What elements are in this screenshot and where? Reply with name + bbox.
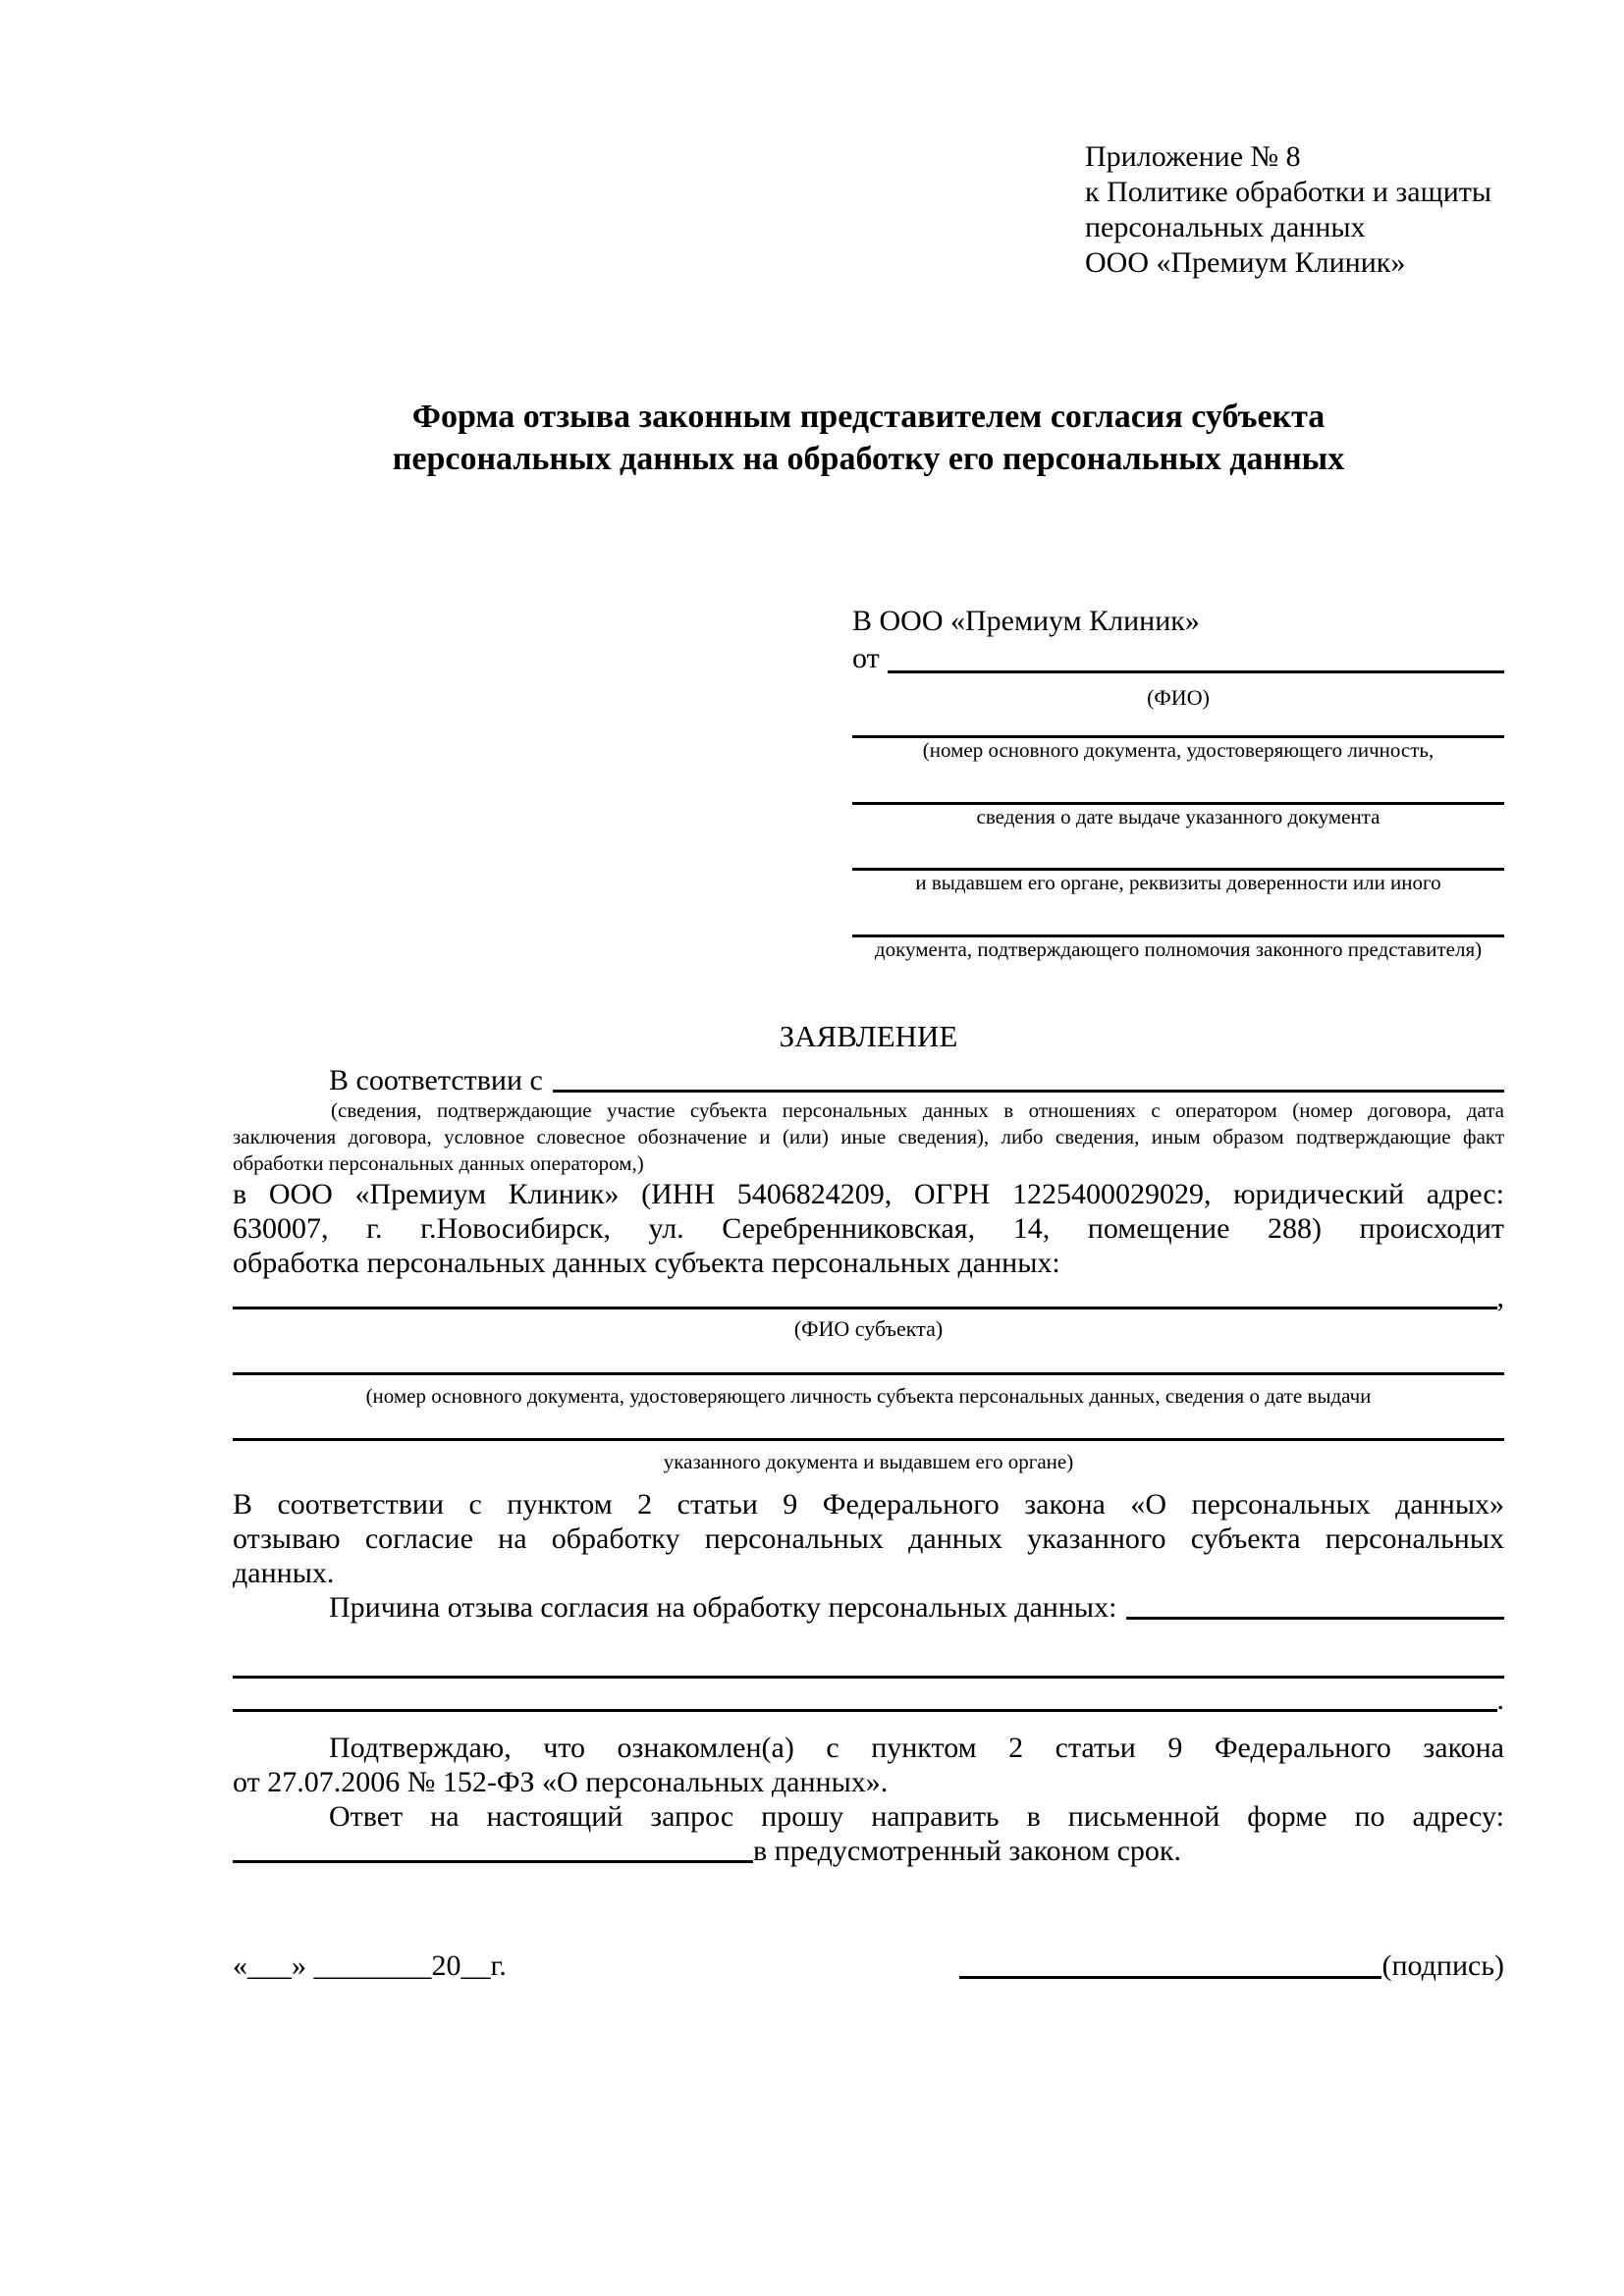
- authority-document-caption: документа, подтверждающего полномочия законного представителя): [874, 937, 1483, 961]
- from-label: от: [852, 642, 880, 674]
- signature-group: [959, 1949, 1504, 1984]
- intro-caption-line: обработки персональных данных оператором,): [233, 1151, 644, 1175]
- operator-paragraph-line: в ООО «Премиум Клиник» (ИНН 5406824209, ОГРН 1225400029029, юридический адрес:: [233, 1178, 1504, 1210]
- addressee-block: [852, 603, 1504, 962]
- document-number-caption: (номер основного документа, удостоверяющего личность,: [922, 738, 1435, 762]
- withdraw-paragraph-line: В соответствии с пунктом 2 статьи 9 Федерального закона «О персональных данных»: [233, 1488, 1504, 1521]
- reason-extra-blank-line-1: [233, 1634, 1504, 1679]
- fio-subject-blank-line: [233, 1280, 1497, 1309]
- confirm-paragraph-line: Подтверждаю, что ознакомлен(а) с пунктом 2 статьи 9 Федерального закона: [329, 1732, 1504, 1764]
- subject-document-blank-line-2: [233, 1409, 1504, 1441]
- date-line: «___» ________20__г.: [233, 1949, 507, 1982]
- intro-caption: [233, 1097, 1504, 1177]
- appendix-line: ООО «Премиум Клиник»: [1085, 246, 1406, 279]
- in-accordance-blank-line: [553, 1063, 1504, 1093]
- issuing-authority-caption: и выдавшем его органе, реквизиты доверенности или иного: [915, 871, 1441, 894]
- date-signature-row: [233, 1949, 1504, 1984]
- fio-subject-row: [233, 1280, 1504, 1314]
- in-accordance-label: В соответствии с: [329, 1064, 543, 1096]
- signature-caption: (подпись): [1381, 1949, 1504, 1982]
- operator-paragraph: [233, 1177, 1504, 1280]
- reason-extra-row-2: [233, 1682, 1504, 1717]
- fio-caption: (ФИО): [1147, 685, 1210, 710]
- reason-blank-line: [1126, 1590, 1504, 1620]
- reply-address-row: [233, 1834, 1504, 1868]
- statement-body: [233, 1060, 1504, 1868]
- reason-row: [233, 1590, 1504, 1625]
- reply-line-suffix: в предусмотренный законом срок.: [753, 1835, 1181, 1867]
- issuing-authority-blank-line: [852, 829, 1504, 871]
- intro-caption-line: заключения договора, условное словесное обозначение и (или) иные сведения), либо сведения, иным образом подтверждающие факт: [233, 1125, 1504, 1148]
- subject-document-caption: (номер основного документа, удостоверяющего личность субъекта персональных данных, сведения о дате выдачи: [365, 1384, 1372, 1408]
- issue-date-blank-line: [852, 763, 1504, 805]
- period-mark: .: [1496, 1683, 1504, 1716]
- comma-mark: ,: [1496, 1281, 1504, 1313]
- from-row: [852, 640, 1504, 677]
- authority-document-blank-line: [852, 895, 1504, 937]
- reply-line: Ответ на настоящий запрос прошу направить в письменной форме по адресу:: [329, 1800, 1504, 1833]
- document-title-line: персональных данных на обработку его персональных данных: [392, 441, 1345, 477]
- withdraw-paragraph: [233, 1487, 1504, 1590]
- document-title-line: Форма отзыва законным представителем согласия субъекта: [411, 399, 1326, 435]
- in-accordance-row: [233, 1063, 1504, 1097]
- fio-subject-caption: (ФИО субъекта): [793, 1316, 944, 1341]
- intro-caption-line: (сведения, подтверждающие участие субъекта персональных данных в отношениях с оператором (номер договора, дата: [331, 1098, 1504, 1122]
- issue-date-caption: сведения о дате выдаче указанного документа: [976, 805, 1380, 828]
- document-number-blank-line: [852, 711, 1504, 738]
- confirm-paragraph-line: от 27.07.2006 № 152-ФЗ «О персональных данных».: [233, 1766, 889, 1798]
- reason-extra-blank-line-2: [233, 1682, 1497, 1712]
- appendix-line: к Политике обработки и защиты: [1085, 176, 1492, 208]
- reply-address-blank-line: [233, 1834, 753, 1863]
- addressee-organization: В ООО «Премиум Клиник»: [852, 605, 1200, 637]
- subject-document-blank-line: [233, 1342, 1504, 1375]
- fio-blank-line: [888, 640, 1504, 673]
- operator-paragraph-line: 630007, г. г.Новосибирск, ул. Серебренниковская, 14, помещение 288) происходит: [233, 1212, 1504, 1245]
- appendix-line: Приложение № 8: [1085, 140, 1301, 173]
- subject-document-caption-2: указанного документа и выдавшем его органе): [663, 1450, 1074, 1473]
- document-title: [233, 396, 1504, 480]
- operator-paragraph-line: обработка персональных данных субъекта персональных данных:: [233, 1247, 1060, 1279]
- confirm-paragraph: [233, 1731, 1504, 1799]
- withdraw-paragraph-line: отзываю согласие на обработку персональных данных указанного субъекта персональных: [233, 1522, 1504, 1555]
- appendix-reference-block: [1085, 139, 1491, 281]
- reason-label: Причина отзыва согласия на обработку персональных данных:: [329, 1591, 1117, 1624]
- withdraw-paragraph-line: данных.: [233, 1557, 335, 1589]
- signature-blank-line: [959, 1976, 1381, 1979]
- appendix-line: персональных данных: [1085, 211, 1366, 243]
- statement-heading: ЗАЯВЛЕНИЕ: [779, 1019, 958, 1053]
